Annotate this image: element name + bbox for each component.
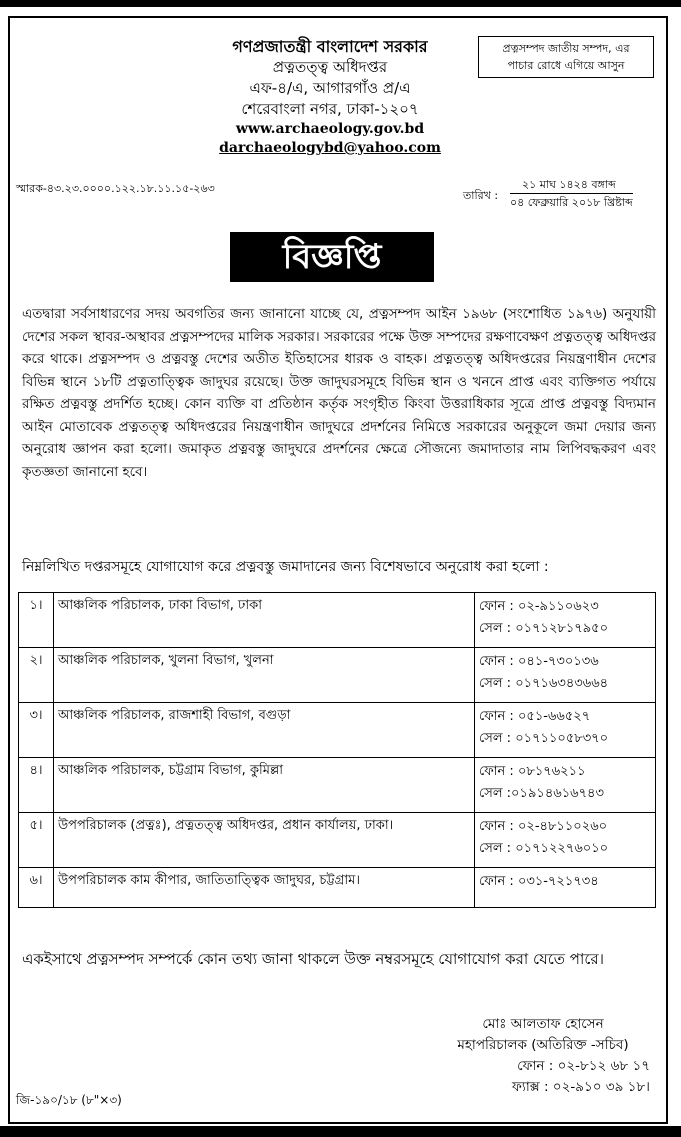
office-cell: সেল : ০১৭১২৮১৭৯৫০ [479,621,609,636]
request-line: নিম্নলিখিত দপ্তরসমূহে যোগাযোগ করে প্রত্নবস্তু জমাদানের জন্য বিশেষভাবে অনুরোধ করা হলো : [22,559,549,575]
address-line-1: এফ-৪/এ, আগারগাঁও প্র/এ [249,79,411,97]
office-contacts [475,868,656,908]
office-phone: ফোন : ০৩১-৭২১৭৩৪ [479,874,599,889]
slogan-box [478,36,654,78]
office-cell: সেল : ০১৭১৬৩৪৩৬৬৪ [479,676,609,691]
signatory-name: মোঃ আলতাফ হোসেন [482,1016,604,1032]
office-contacts [475,703,656,758]
row-serial: ৫। [19,813,54,868]
notice-title: বিজ্ঞপ্তি [230,232,434,282]
office-contacts [475,813,656,868]
row-serial: ১। [19,593,54,648]
office-phone: ফোন : ০২-৪৮১১০২৬০ [479,819,608,834]
office-cell: সেল : ০১৭১২২৭৬০১০ [479,841,609,856]
table-row [19,813,656,868]
office-name: আঞ্চলিক পরিচালক, খুলনা বিভাগ, খুলনা [54,648,475,703]
signatory-phone: ফোন : ০২-৮১২ ৬৮ ১৭ [517,1058,650,1074]
slogan-line-1: প্রত্নসম্পদ জাতীয় সম্পদ, এর [502,42,630,55]
date-block [510,176,633,211]
office-cell: সেল : ০১৭১১০৫৮৩৭০ [479,731,609,746]
date-bangla: ২১ মাঘ ১৪২৪ বঙ্গাব্দ [510,176,633,194]
office-name: আঞ্চলিক পরিচালক, ঢাকা বিভাগ, ঢাকা [54,593,475,648]
date-label: তারিখ : [463,189,499,202]
signature-block [430,1014,656,1098]
offices-table [18,592,656,908]
office-name: আঞ্চলিক পরিচালক, চট্টগ্রাম বিভাগ, কুমিল্লা [54,758,475,813]
table-row [19,868,656,908]
govt-name: গণপ্রজাতন্ত্রী বাংলাদেশ সরকার [232,37,428,56]
notice-body: এতদ্বারা সর্বসাধারণের সদয় অবগতির জন্য জানানো যাচ্ছে যে, প্রত্নসম্পদ আইন ১৯৬৮ (সংশোধিত ১৯৭৬) অনুযায়ী দেশের সকল স্থাবর-অস্থাবর প্রত্নসম্পদের মালিক সরকার। সরকারের পক্ষে উক্ত সম্পদের রক্ষণাবেক্ষণ প্রত্নতত্ত্ব অধিদপ্তর করে থাকে। প্রত্নসম্পদ ও প্রত্নবস্তু দেশের অতীত ইতিহাসের ধারক ও বাহক। প্রত্নতত্ত্ব অধিদপ্তরের নিয়ন্ত্রণাধীন দেশের বিভিন্ন স্থানে ১৮টি প্রত্নতাত্ত্বিক জাদুঘর রয়েছে। উক্ত জাদুঘরসমূহে বিভিন্ন স্থান ও খননে প্রাপ্ত এবং ব্যক্তিগত পর্যায়ে রক্ষিত প্রত্নবস্তু প্রদর্শিত হচ্ছে। কোন ব্যক্তি বা প্রতিষ্ঠান কর্তৃক সংগৃহীত কিংবা উত্তরাধিকার সূত্রে প্রাপ্ত প্রত্নবস্তু বিদ্যমান আইন মোতাবেক প্রত্নতত্ত্ব অধিদপ্তরের নিয়ন্ত্রণাধীন জাদুঘরে প্রদর্শনের নিমিত্তে সরকারের অনুকূলে জমা দেয়ার জন্য অনুরোধ জ্ঞাপন করা হলো। জমাকৃত প্রত্নবস্তু জাদুঘরে প্রদর্শনের ক্ষেত্রে সৌজন্যে জমাদাতার নাম লিপিবদ্ধকরণ এবং কৃতজ্ঞতা জানানো হবে। [22,306,656,480]
department-name: প্রত্নতত্ত্ব অধিদপ্তর [272,58,388,76]
letterhead [180,36,480,158]
email-link[interactable]: darchaeologybd@yahoo.com [219,140,441,156]
address-line-2: শেরেবাংলা নগর, ঢাকা-১২০৭ [241,100,419,118]
row-serial: ৬। [19,868,54,908]
signatory-designation: মহাপরিচালক (অতিরিক্ত -সচিব) [457,1037,629,1053]
office-cell: সেল :০১৯১৪৬১৬৭৪৩ [479,786,604,801]
office-phone: ফোন : ০৪১-৭৩০১৩৬ [479,654,599,669]
table-row [19,648,656,703]
slogan-line-2: পাচার রোধে এগিয়ে আসুন [507,59,625,72]
office-name: উপপরিচালক কাম কীপার, জাতিতাত্ত্বিক জাদুঘর, চট্টগ্রাম। [54,868,475,908]
memo-number: স্মারক-৪৩.২৩.০০০০.১২২.১৮.১১.১৫-২৬৩ [16,182,215,195]
website-link[interactable]: www.archaeology.gov.bd [235,121,425,137]
row-serial: ২। [19,648,54,703]
ad-reference: জি-১৯০/১৮ (৮"×৩) [16,1093,122,1107]
office-phone: ফোন : ০২-৯১১০৬২৩ [479,599,599,614]
date-english: ০৪ ফেব্রুয়ারি ২০১৮ খ্রিষ্টাব্দ [510,196,633,209]
footer-note: একইসাথে প্রত্নসম্পদ সম্পর্কে কোন তথ্য জানা থাকলে উক্ত নম্বরসমূহে যোগাযোগ করা যেতে পারে। [22,950,604,968]
office-name: উপপরিচালক (প্রত্নঃ), প্রত্নতত্ত্ব অধিদপ্তর, প্রধান কার্যালয়, ঢাকা। [54,813,475,868]
row-serial: ৩। [19,703,54,758]
office-phone: ফোন : ০৫১-৬৬৫২৭ [479,709,591,724]
office-contacts [475,648,656,703]
office-contacts [475,758,656,813]
row-serial: ৪। [19,758,54,813]
office-name: আঞ্চলিক পরিচালক, রাজশাহী বিভাগ, বগুড়া [54,703,475,758]
table-row [19,758,656,813]
office-contacts [475,593,656,648]
bottom-border-bar [0,1126,681,1137]
top-border-bar [0,0,681,7]
signatory-fax: ফ্যাক্স : ০২-৯১০ ৩৯ ১৮। [512,1079,650,1095]
table-row [19,703,656,758]
table-row [19,593,656,648]
office-phone: ফোন : ০৮১৭৬২১১ [479,764,586,779]
